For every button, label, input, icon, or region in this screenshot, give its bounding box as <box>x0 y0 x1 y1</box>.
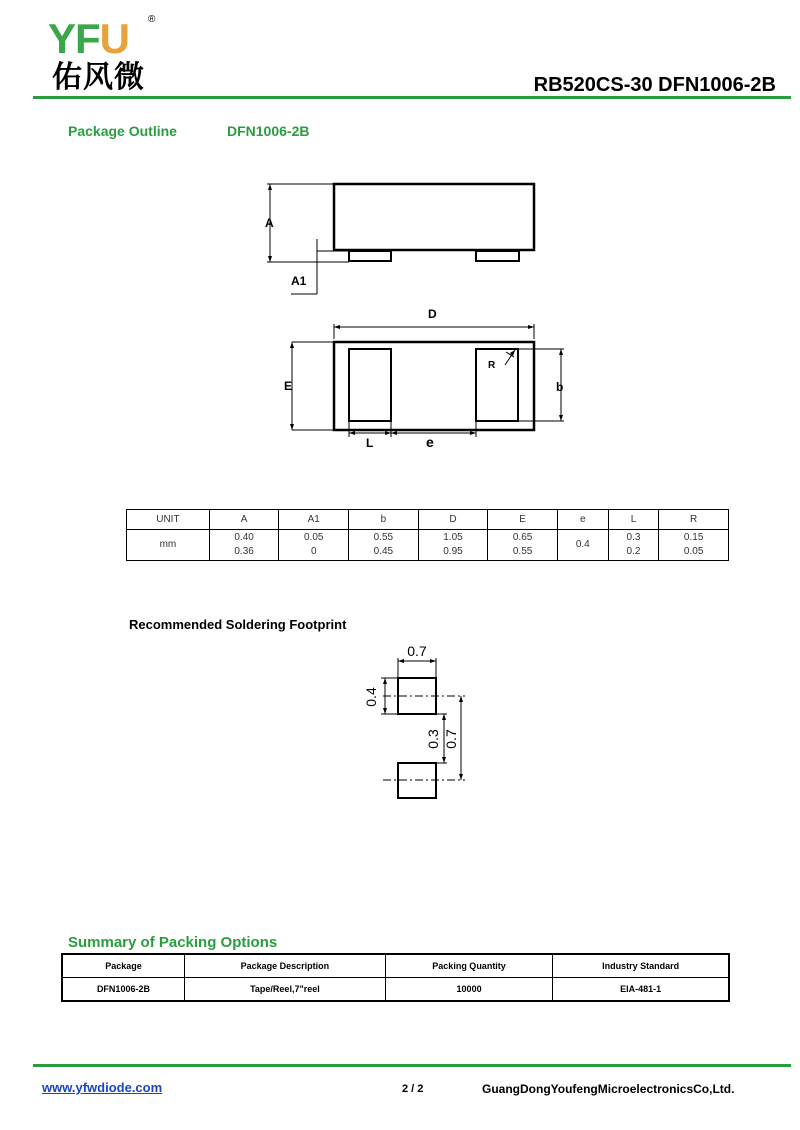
package-body-top <box>334 342 534 430</box>
header-cell: Industry Standard <box>553 954 729 978</box>
header-cell: Packing Quantity <box>385 954 552 978</box>
value-cell-l: 0.3 0.2 <box>608 530 659 561</box>
dim-label-l: L <box>366 436 374 450</box>
packing-table-header <box>62 954 729 978</box>
unit-cell: mm <box>127 530 210 561</box>
packing-heading: Summary of Packing Options <box>68 934 278 951</box>
footprint-pitch-label: 0.7 <box>443 729 459 749</box>
package-body-side <box>334 184 534 250</box>
side-view-drawing <box>255 175 555 300</box>
part-number-title: RB520CS-30 DFN1006-2B <box>533 74 776 96</box>
footprint-pad-height-label: 0.4 <box>363 687 379 707</box>
header-cell: b <box>349 510 419 530</box>
package-outline-heading: Package Outline <box>68 123 177 139</box>
dim-label-b: b <box>556 380 564 394</box>
dim-label-d: D <box>428 307 437 321</box>
value-cell-a: 0.40 0.36 <box>209 530 279 561</box>
registered-mark: ® <box>148 14 156 25</box>
logo-letter-y: Y <box>48 15 76 62</box>
left-pad-top <box>349 349 391 421</box>
top-view-drawing <box>280 305 580 455</box>
value-cell-e-lower: 0.4 <box>557 530 608 561</box>
footprint-width-label: 0.7 <box>407 643 427 659</box>
value-cell-a1: 0.05 0 <box>279 530 349 561</box>
dimension-table-row <box>127 530 729 561</box>
left-terminal-side <box>349 251 391 261</box>
header-cell: Package Description <box>184 954 385 978</box>
header-cell: UNIT <box>127 510 210 530</box>
logo-letter-f: F <box>75 15 100 62</box>
right-pad-top <box>476 349 518 421</box>
header-cell: e <box>557 510 608 530</box>
footprint-gap-label: 0.3 <box>425 729 441 749</box>
dim-label-e-lower: e <box>426 434 434 450</box>
package-cell: DFN1006-2B <box>62 978 184 1002</box>
header-divider <box>33 96 791 99</box>
footprint-drawing <box>355 640 480 805</box>
standard-cell: EIA-481-1 <box>553 978 729 1002</box>
value-cell-d: 1.05 0.95 <box>418 530 488 561</box>
footprint-heading: Recommended Soldering Footprint <box>129 617 347 632</box>
table-row <box>62 978 729 1002</box>
dim-label-a: A <box>265 216 274 230</box>
packing-table <box>61 953 730 1002</box>
dim-label-r: R <box>488 360 496 371</box>
value-cell-b: 0.55 0.45 <box>349 530 419 561</box>
dim-label-a1: A1 <box>291 274 307 288</box>
page-number: 2 / 2 <box>402 1083 424 1095</box>
header-cell: L <box>608 510 659 530</box>
header-cell: Package <box>62 954 184 978</box>
right-terminal-side <box>476 251 519 261</box>
package-name: DFN1006-2B <box>227 123 310 139</box>
dimension-table-header <box>127 510 729 530</box>
logo-letter-u: U <box>99 15 130 62</box>
header-cell: A <box>209 510 279 530</box>
company-logo <box>48 15 130 62</box>
footer-divider <box>33 1064 791 1067</box>
header-cell: R <box>659 510 729 530</box>
value-cell-r: 0.15 0.05 <box>659 530 729 561</box>
header-cell: E <box>488 510 558 530</box>
value-cell-e-upper: 0.65 0.55 <box>488 530 558 561</box>
header-cell: D <box>418 510 488 530</box>
company-name: GuangDongYoufengMicroelectronicsCo,Ltd. <box>482 1082 735 1096</box>
dimension-table <box>126 509 729 561</box>
logo-chinese-name: 佑风微 <box>52 61 145 94</box>
website-link[interactable]: www.yfwdiode.com <box>42 1080 163 1095</box>
description-cell: Tape/Reel,7"reel <box>184 978 385 1002</box>
header-cell: A1 <box>279 510 349 530</box>
quantity-cell: 10000 <box>385 978 552 1002</box>
dim-label-e-upper: E <box>284 379 293 393</box>
